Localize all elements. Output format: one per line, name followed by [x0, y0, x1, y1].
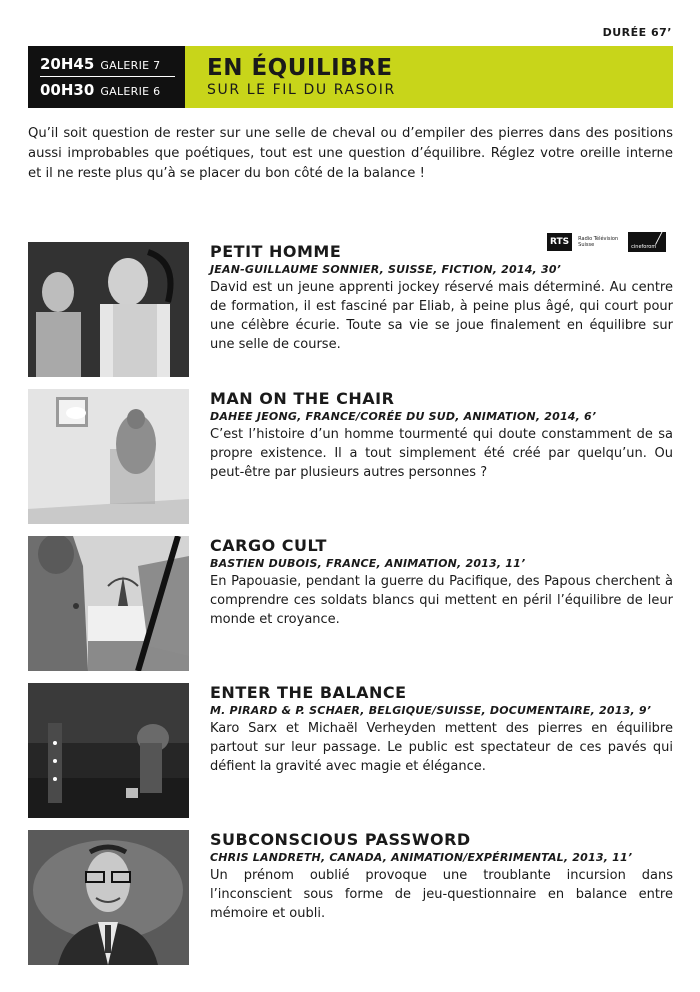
film-still — [28, 683, 189, 818]
film-still — [28, 242, 189, 377]
film-entry — [28, 683, 673, 818]
cineforom-label: cineforom — [631, 244, 657, 250]
film-still — [28, 830, 189, 965]
film-still-image — [28, 683, 189, 818]
film-still-image — [28, 242, 189, 377]
film-still-image — [28, 536, 189, 671]
film-info — [210, 536, 673, 629]
program-subtitle: SUR LE FIL DU RASOIR — [207, 82, 396, 98]
program-header — [28, 46, 673, 108]
film-credits: M. PIRARD & P. SCHAER, BELGIQUE/SUISSE, DOCUMENTAIRE, 2013, 9’ — [210, 704, 652, 717]
film-credits: BASTIEN DUBOIS, FRANCE, ANIMATION, 2013, 11’ — [210, 557, 526, 570]
program-title-box — [185, 46, 673, 108]
film-info — [210, 830, 673, 923]
program-title: EN ÉQUILIBRE — [207, 55, 393, 81]
program-intro: Qu’il soit question de rester sur une selle de cheval ou d’empiler des pierres dans des positions aussi improbables que poétiques, tout est une question d’équilibre. Réglez votre oreille interne et il ne reste plus qu’à se placer du bon côté de la balance ! — [28, 126, 673, 181]
schedule-place: GALERIE 7 — [100, 59, 161, 72]
film-entry — [28, 830, 673, 965]
film-description: Karo Sarx et Michaël Verheyden mettent des pierres en équilibre partout sur leur passage. Le public est spectateur de ces pavés qui défient la gravité avec magie et élégance. — [210, 721, 673, 774]
film-still — [28, 389, 189, 524]
film-still — [28, 536, 189, 671]
schedule-place: GALERIE 6 — [100, 85, 161, 98]
film-credits: CHRIS LANDRETH, CANADA, ANIMATION/EXPÉRIMENTAL, 2013, 11’ — [210, 851, 633, 864]
film-still-image — [28, 389, 189, 524]
film-title: CARGO CULT — [210, 536, 327, 555]
film-still-image — [28, 830, 189, 965]
schedule-row — [40, 77, 185, 103]
rts-logo-text: Radio Télévision Suisse — [578, 236, 619, 248]
film-info — [210, 389, 673, 482]
film-title: SUBCONSCIOUS PASSWORD — [210, 830, 471, 849]
film-credits: JEAN-GUILLAUME SONNIER, SUISSE, FICTION, 2014, 30’ — [210, 263, 562, 276]
film-description: David est un jeune apprenti jockey réservé mais déterminé. Au centre de formation, il est fasciné par Eliab, à peine plus âgé, qui court pour une célèbre écurie. Toute sa vie se joue finalement en équilibre sur une selle de course. — [210, 280, 673, 352]
film-description: En Papouasie, pendant la guerre du Pacifique, des Papous cherchent à comprendre ces soldats blancs qui mettent en péril l’équilibre de leur monde et croyance. — [210, 574, 673, 627]
slash-icon: ╱ — [655, 232, 663, 245]
film-info — [210, 683, 673, 776]
film-title: MAN ON THE CHAIR — [210, 389, 395, 408]
film-description: Un prénom oublié provoque une troublante incursion dans l’inconscient sous forme de jeu-questionnaire en balance entre mémoire et oubli. — [210, 868, 673, 921]
film-entry — [28, 536, 673, 671]
schedule-block — [28, 46, 185, 108]
film-description: C’est l’histoire d’un homme tourmenté qui doute constamment de sa propre existence. Il a tout simplement été créé par quelqu’un. Ou peut-être par plusieurs autres personnes ? — [210, 427, 673, 480]
schedule-time: 00H30 — [40, 81, 95, 99]
film-entry — [28, 242, 673, 377]
film-title: ENTER THE BALANCE — [210, 683, 407, 702]
rts-logo: RTS — [547, 233, 572, 251]
film-info — [210, 242, 673, 354]
film-credits: DAHEE JEONG, FRANCE/CORÉE DU SUD, ANIMATION, 2014, 6’ — [210, 410, 597, 423]
schedule-time: 20H45 — [40, 55, 95, 73]
film-entry — [28, 389, 673, 524]
schedule-row — [40, 51, 175, 77]
duration-label: DURÉE 67’ — [602, 26, 672, 39]
film-title: PETIT HOMME — [210, 242, 342, 261]
